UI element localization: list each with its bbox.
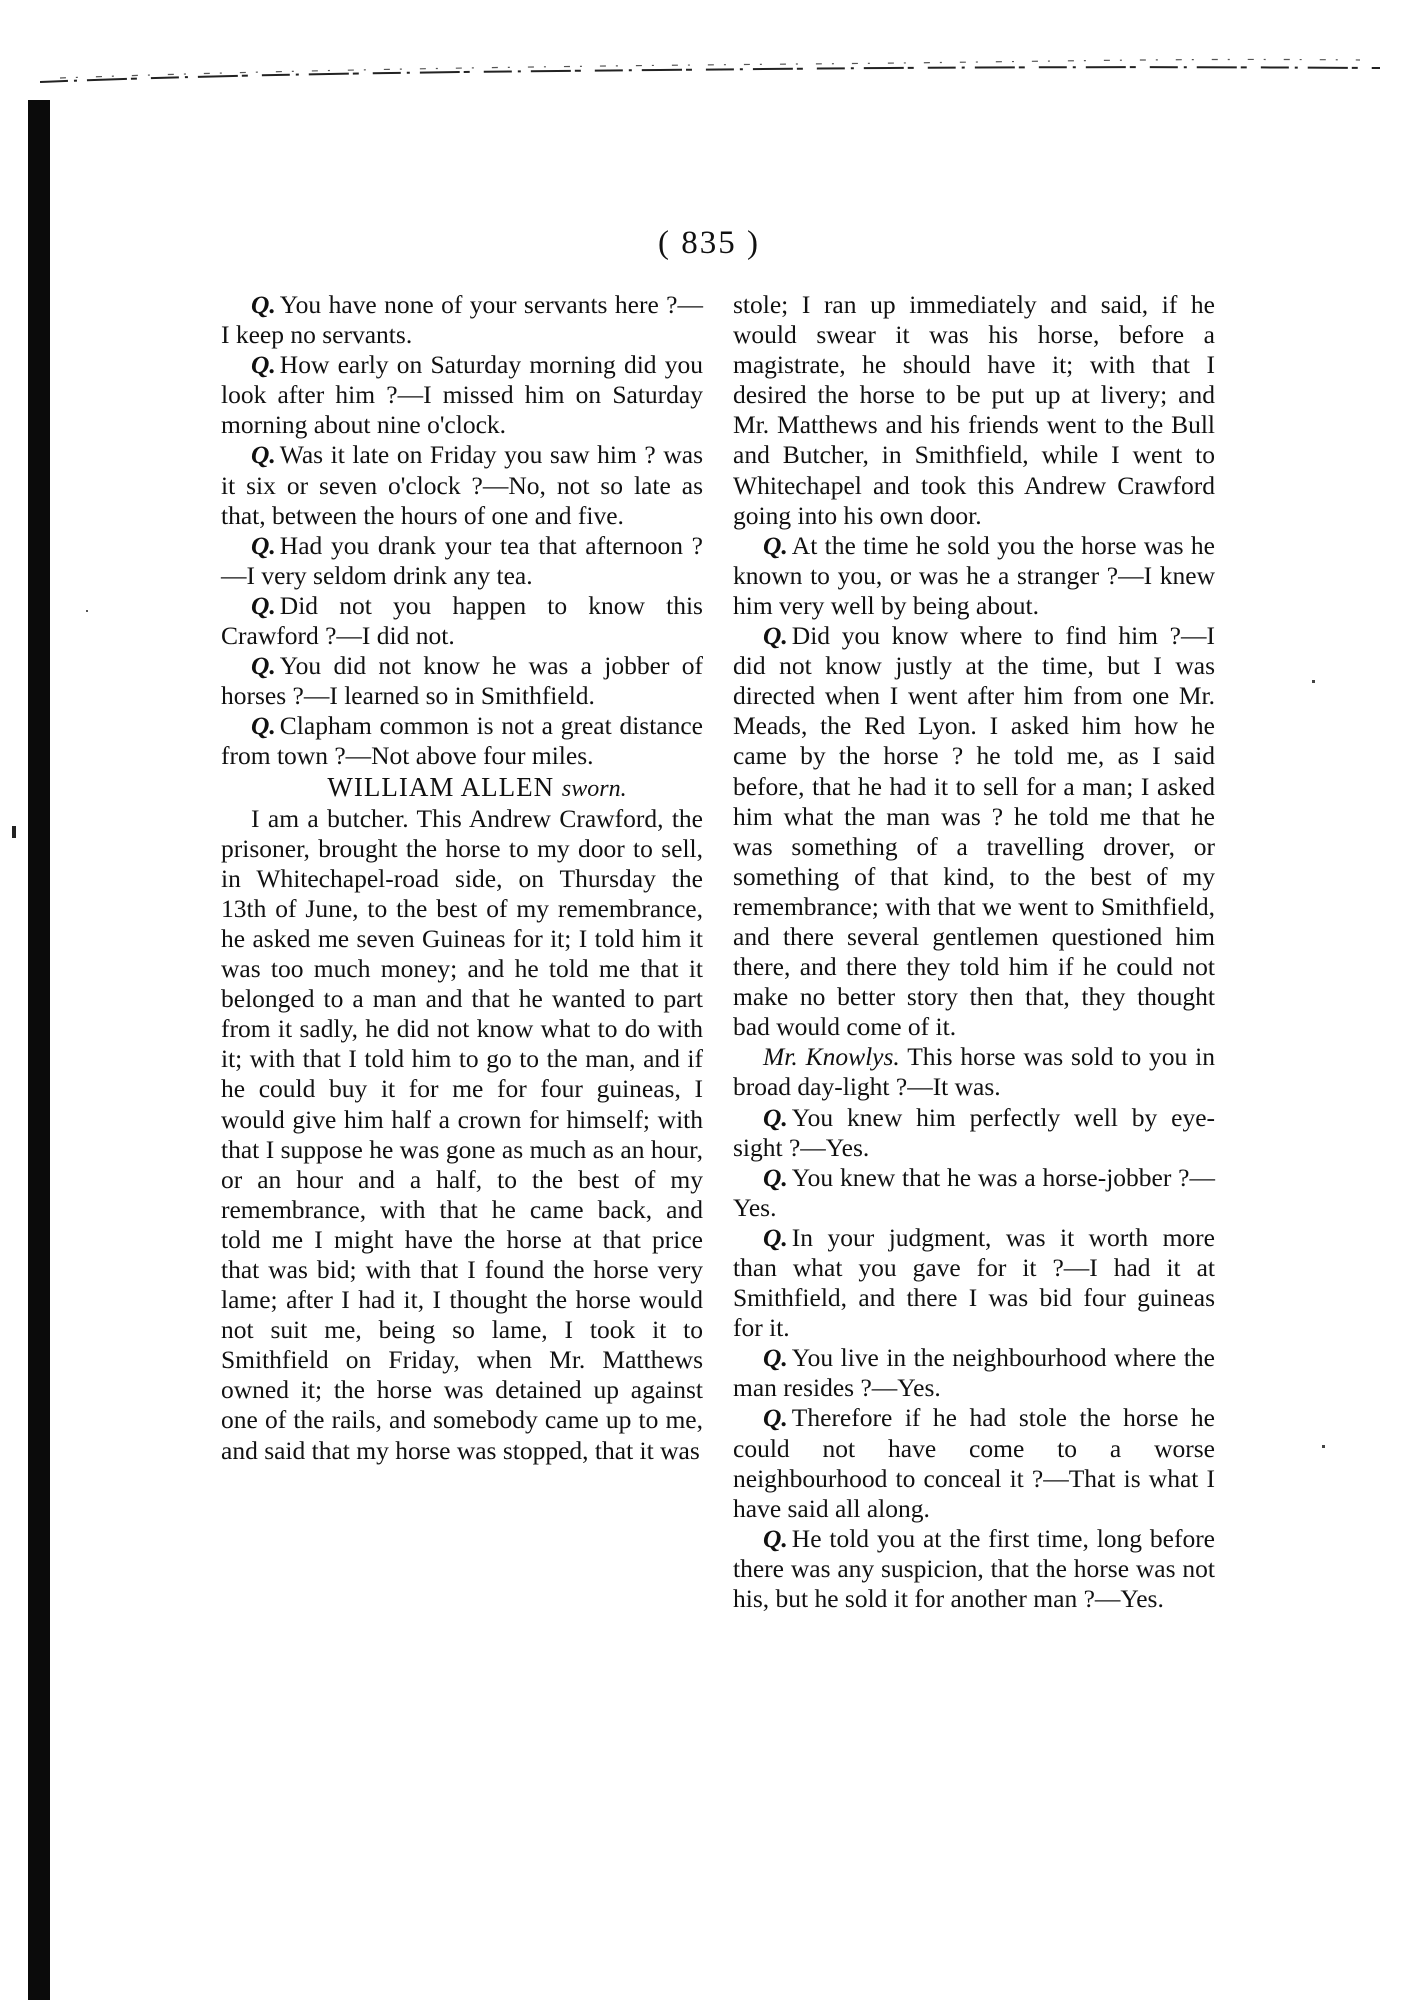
question-paragraph: Q. How early on Saturday morning did you look after him ?—I missed him on Saturday morning about nine o'clock. bbox=[221, 350, 703, 440]
question-mark: Q. bbox=[763, 1523, 788, 1553]
question-paragraph: Q. Was it late on Friday you saw him ? was it six or seven o'clock ?—No, not so late as that, between the hours of one and five. bbox=[221, 440, 703, 530]
question-paragraph: Q. You did not know he was a jobber of horses ?—I learned so in Smithfield. bbox=[221, 651, 703, 711]
question-paragraph: Q. Clapham common is not a great distance from town ?—Not above four miles. bbox=[221, 711, 703, 771]
witness-name: WILLIAM ALLEN bbox=[327, 771, 555, 802]
question-mark: Q. bbox=[763, 1102, 788, 1132]
question-mark: Q. bbox=[251, 651, 276, 681]
question-paragraph: Q. At the time he sold you the horse was he known to you, or was he a stranger ?—I knew him very well by being about. bbox=[733, 530, 1215, 620]
witness-sworn: sworn. bbox=[561, 775, 627, 802]
left-column bbox=[221, 290, 703, 1466]
question-mark: Q. bbox=[763, 530, 788, 560]
question-paragraph: Q. Had you drank your tea that afternoon ?—I very seldom drink any tea. bbox=[221, 530, 703, 590]
question-mark: Q. bbox=[251, 440, 276, 470]
question-paragraph: Q. You have none of your servants here ?—I keep no servants. bbox=[221, 290, 703, 350]
question-mark: Q. bbox=[251, 530, 276, 560]
question-paragraph: Q. You knew him perfectly well by eye-sight ?—Yes. bbox=[733, 1102, 1215, 1162]
question-mark: Q. bbox=[251, 350, 276, 380]
question-paragraph: Q. Therefore if he had stole the horse he could not have come to a worse neighbourhood to conceal it ?—That is what I have said all along. bbox=[733, 1403, 1215, 1523]
right-column bbox=[733, 290, 1215, 1614]
witness-testimony: I am a butcher. This Andrew Crawford, the prisoner, brought the horse to my door to sell, in Whitechapel-road side, on Thursday the 13th of June, to the best of my remembrance, he asked me seven Guineas for it; I told him it was too much money; and he told me that it belonged to a man and that he wanted to part from it sadly, he did not know what to do with it; with that I told him to go to the man, and if he could buy it for me for four guineas, I would give him half a crown for himself; with that I suppose he was gone as much as an hour, or an hour and a half, to the best of my remembrance, with that he came back, and told me I might have the horse at that price that was bid; with that I found the horse very lame; after I had it, I thought the horse would not suit me, being so lame, I took it to Smithfield on Friday, when Mr. Matthews owned it; the horse was detained up against one of the rails, and somebody came up to me, and said that my horse was stopped, that it was bbox=[221, 803, 703, 1465]
question-paragraph: Q. Did not you happen to know this Crawford ?—I did not. bbox=[221, 590, 703, 651]
question-mark: Q. bbox=[763, 1403, 788, 1433]
testimony-continuation: stole; I ran up immediately and said, if he would swear it was his horse, before a magistrate, he should have it; with that I desired the horse to be put up at livery; and Mr. Matthews and his friends went to the Bull and Butcher, in Smithfield, while I went to Whitechapel and took this Andrew Crawford going into his own door. bbox=[733, 290, 1215, 530]
question-mark: Q. bbox=[763, 621, 788, 651]
question-paragraph: Q. Did you know where to find him ?—I did not know justly at the time, but I was directed when I went after him from one Mr. Meads, the Red Lyon. I asked him how he came by the horse ? he told me, as I said before, that he had it to sell for a man; I asked him what the man was ? he told me that he was something of a travelling drover, or something of that kind, to the best of my remembrance; with that we went to Smithfield, and there several gentlemen questioned him there, and there they told him if he could not make no better story then that, they thought bad would come of it. bbox=[733, 621, 1215, 1042]
page-number: ( 835 ) bbox=[658, 225, 760, 261]
question-paragraph: Q. You live in the neighbourhood where the man resides ?—Yes. bbox=[733, 1343, 1215, 1403]
counsel-question: Mr. Knowlys. This horse was sold to you in broad day-light ?—It was. bbox=[733, 1042, 1216, 1102]
question-paragraph: Q. You knew that he was a horse-jobber ?—Yes. bbox=[733, 1162, 1215, 1222]
question-paragraph: Q. In your judgment, was it worth more than what you gave for it ?—I had it at Smithfield, and there I was bid four guineas for it. bbox=[733, 1222, 1215, 1343]
question-mark: Q. bbox=[763, 1162, 788, 1192]
question-mark: Q. bbox=[251, 590, 276, 620]
question-mark: Q. bbox=[763, 1343, 788, 1373]
witness-heading bbox=[221, 772, 703, 804]
question-mark: Q. bbox=[763, 1222, 788, 1252]
question-paragraph: Q. He told you at the first time, long before there was any suspicion, that the horse was not his, but he sold it for another man ?—Yes. bbox=[733, 1523, 1215, 1614]
question-mark: Q. bbox=[251, 711, 276, 741]
question-mark: Q. bbox=[251, 290, 276, 319]
counsel-name: Mr. Knowlys. bbox=[763, 1042, 900, 1072]
